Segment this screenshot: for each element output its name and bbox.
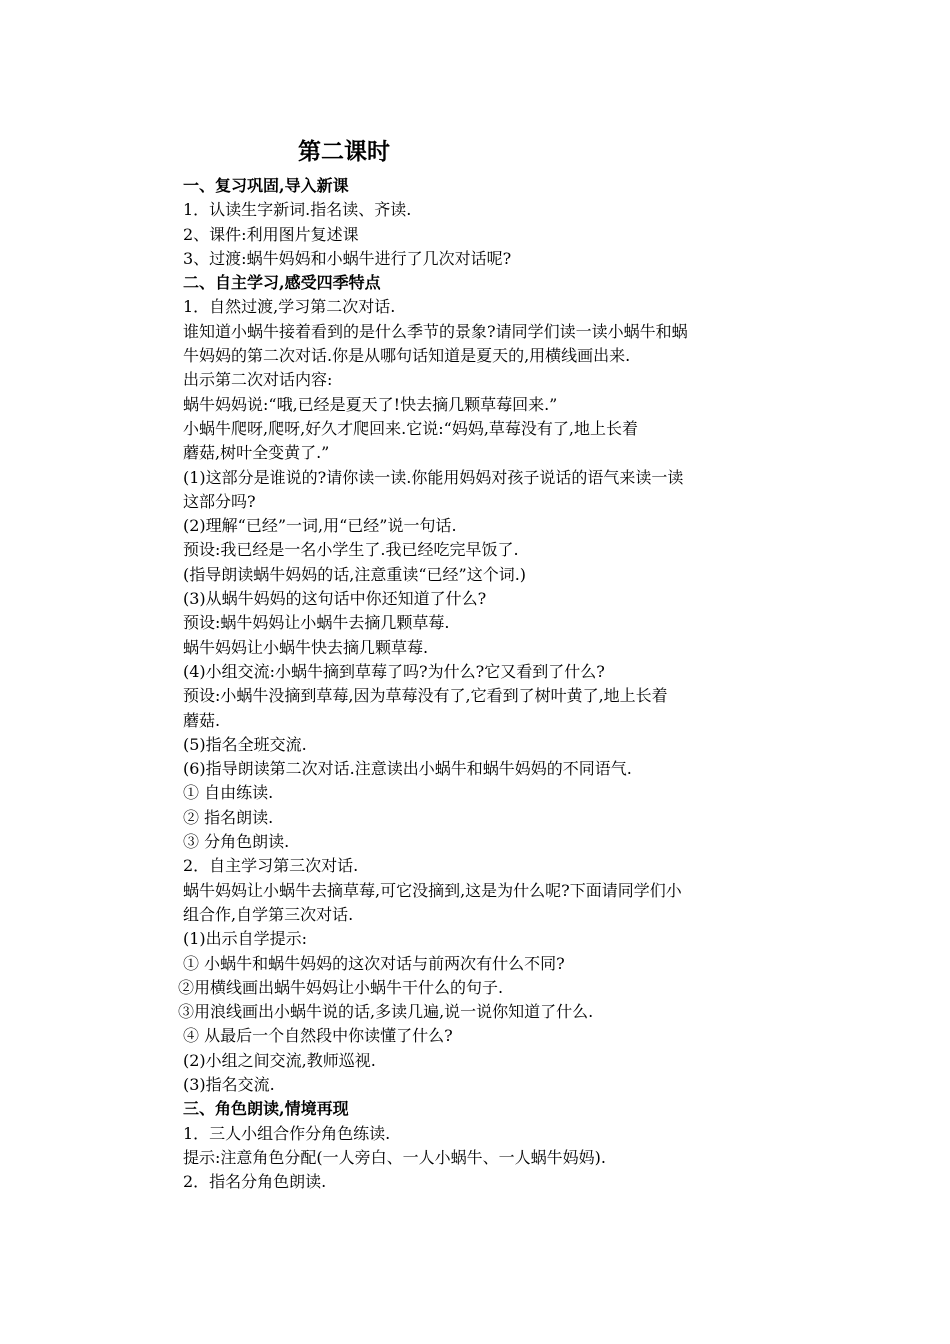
text-line: 出示第二次对话内容:	[183, 370, 333, 390]
text-line: 1．认读生字新词.指名读、齐读.	[183, 200, 412, 220]
text-line: 牛妈妈的第二次对话.你是从哪句话知道是夏天的,用横线画出来.	[183, 346, 631, 366]
section-heading: 三、角色朗读,情境再现	[183, 1099, 349, 1119]
section-heading: 二、自主学习,感受四季特点	[183, 273, 381, 293]
text-line: 2．指名分角色朗读.	[183, 1172, 327, 1192]
text-line: ③用浪线画出小蜗牛说的话,多读几遍,说一说你知道了什么.	[178, 1002, 594, 1022]
text-line: (3)从蜗牛妈妈的这句话中你还知道了什么?	[183, 589, 487, 609]
text-line: 预设:我已经是一名小学生了.我已经吃完早饭了.	[183, 540, 519, 560]
section-heading: 一、复习巩固,导入新课	[183, 176, 349, 195]
text-line: 预设:蜗牛妈妈让小蜗牛去摘几颗草莓.	[183, 613, 450, 633]
text-line: (3)指名交流.	[183, 1074, 275, 1094]
text-line: 2、课件:利用图片复述课	[183, 224, 359, 244]
text-line: 蜗牛妈妈让小蜗牛去摘草莓,可它没摘到,这是为什么呢?下面请同学们小	[183, 880, 682, 900]
text-line: 蜗牛妈妈让小蜗牛快去摘几颗草莓.	[183, 637, 429, 657]
text-line: (2)小组之间交流,教师巡视.	[183, 1050, 376, 1070]
text-line: 这部分吗?	[183, 491, 256, 511]
text-line: 蘑菇,树叶全变黄了.”	[183, 443, 330, 463]
text-line: (4)小组交流:小蜗牛摘到草莓了吗?为什么?它又看到了什么?	[183, 661, 605, 681]
text-line: 2．自主学习第三次对话.	[183, 856, 359, 876]
text-line: 1．自然过渡,学习第二次对话.	[183, 297, 396, 317]
text-line: (6)指导朗读第二次对话.注意读出小蜗牛和蜗牛妈妈的不同语气.	[183, 759, 632, 779]
text-line: ① 自由练读.	[183, 783, 274, 803]
document-body	[178, 174, 803, 1194]
text-line: 组合作,自学第三次对话.	[183, 904, 354, 924]
text-line: 预设:小蜗牛没摘到草莓,因为草莓没有了,它看到了树叶黄了,地上长着	[183, 686, 668, 706]
text-line: 谁知道小蜗牛接着看到的是什么季节的景象?请同学们读一读小蜗牛和蜗	[183, 321, 688, 341]
text-line: (指导朗读蜗牛妈妈的话,注意重读“已经”这个词.)	[183, 564, 527, 584]
page-title: 第二课时	[298, 138, 390, 165]
text-line: 蘑菇.	[183, 710, 221, 730]
text-line: ② 指名朗读.	[183, 807, 274, 827]
text-line: (2)理解“已经”一词,用“已经”说一句话.	[183, 516, 457, 536]
text-line: (1)出示自学提示:	[183, 929, 308, 949]
text-line: ① 小蜗牛和蜗牛妈妈的这次对话与前两次有什么不同?	[183, 953, 565, 973]
text-line: 提示:注意角色分配(一人旁白、一人小蜗牛、一人蜗牛妈妈).	[183, 1147, 606, 1167]
text-line: (5)指名全班交流.	[183, 734, 307, 754]
text-line: ④ 从最后一个自然段中你读懂了什么?	[183, 1026, 453, 1046]
text-line: ③ 分角色朗读.	[183, 832, 290, 852]
text-line: 蜗牛妈妈说:“哦,已经是夏天了!快去摘几颗草莓回来.”	[183, 394, 558, 414]
text-line: 3、过渡:蜗牛妈妈和小蜗牛进行了几次对话呢?	[183, 248, 512, 268]
text-line: 小蜗牛爬呀,爬呀,好久才爬回来.它说:“妈妈,草莓没有了,地上长着	[183, 418, 639, 438]
text-line: (1)这部分是谁说的?请你读一读.你能用妈妈对孩子说话的语气来读一读	[183, 467, 684, 487]
text-line: 1．三人小组合作分角色练读.	[183, 1123, 391, 1143]
text-line: ②用横线画出蜗牛妈妈让小蜗牛干什么的句子.	[178, 977, 504, 997]
